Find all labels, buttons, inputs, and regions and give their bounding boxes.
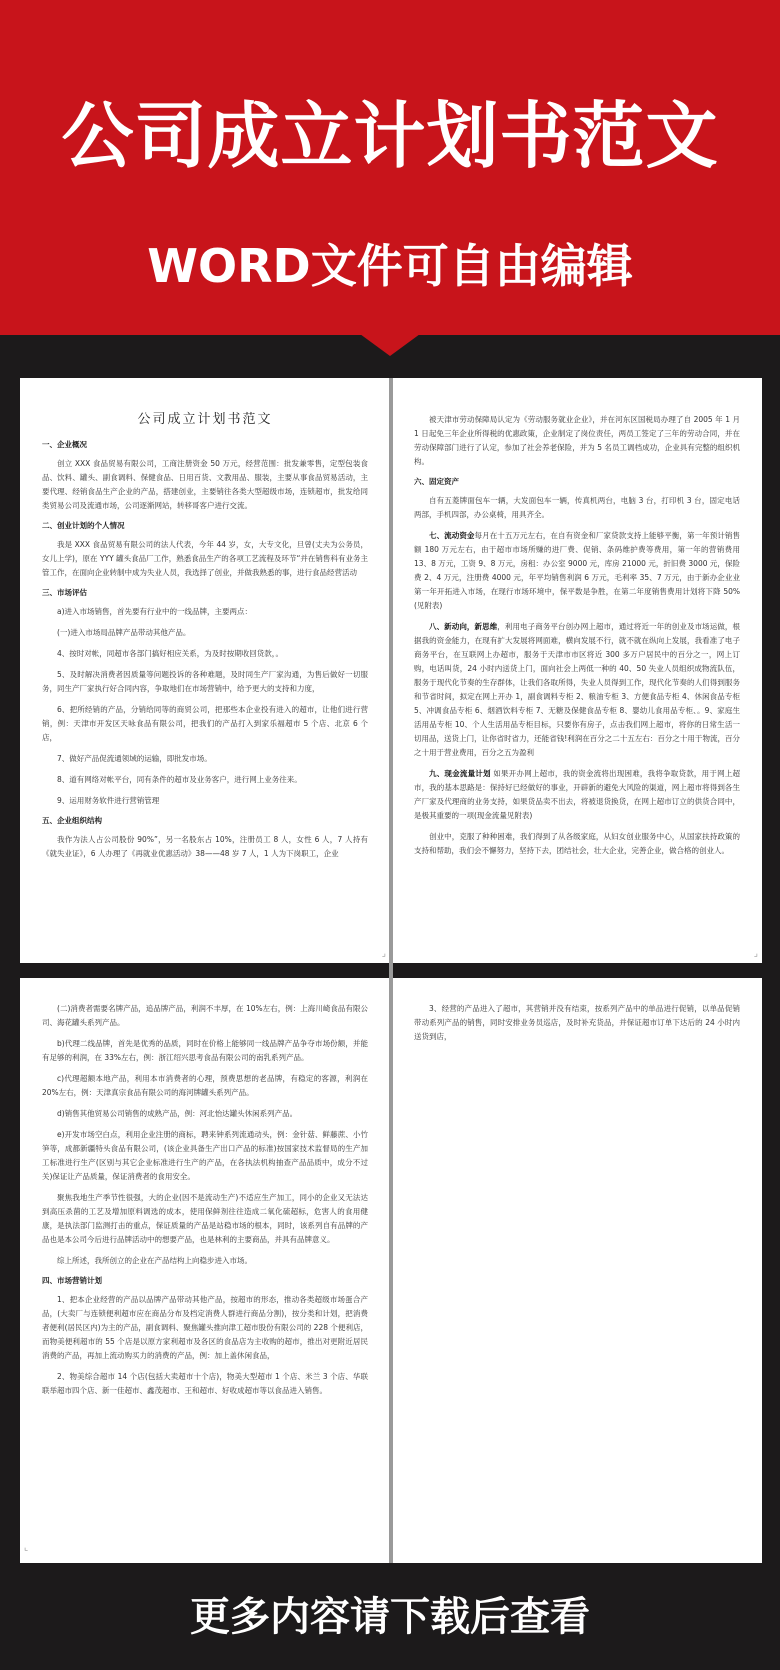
paragraph: 4、按时对帐，同超市各部门搞好相应关系，为及时按期收回货款，。: [57, 649, 284, 658]
page-3-body: [42, 1002, 368, 1398]
paragraph-text: ，利用电子商务平台创办网上超市，通过将近一年的创业及市场运做，根据我的资金能力，在现有扩大发展将网面难，横向发展不行，就不就在纵向上发展，我看准了电子商务平台，在互联网上办超市，服务于天津市市区将近 300 多万户居民中的百分之一，网上订购，电话叫货，24 小时内送货上门，面向社会上两低一种的 40、50 失业人员组织成物流队伍，服务于现代化节奏的生存群体，让我们各取所得，失业人员得到工作，现代化节奏的人们得到服务和节省时间，拟定在网上开办 1，副食调料专柜 2、粮油专柜 3、方便食品专柜 4、休闲食品专柜 5、冲调食品专柜 6、烟酒饮料专柜 7、无糖及保健食品专柜 8、婴幼儿食用品专柜、。9、家庭生活用品专柜 10、个人生活用品专柜目标，只要你有房子，点击我们网上超市，将你的日常生活一切用品，送货上门，让你省时省力，还能省钱!利润在百分之二十五左右：百分之十用于物流，百分之十用于营业费用，百分之五为盈利: [414, 622, 741, 757]
paragraph-lead: 九、现金流量计划: [429, 769, 491, 778]
section-heading: 四、市场营销计划: [42, 1276, 102, 1285]
paragraph: b)代理二线品牌，首先是优秀的品质，同时在价格上能够同一线品牌产品争夺市场份额，并能有足够的利润，在 33%左右，例：浙江绍兴思考食品有限公司的南乳系列产品。: [42, 1039, 368, 1062]
paragraph: 3、经营的产品进入了超市，其营销并没有结束，按系列产品中的单品进行促销，以单品促销带动系列产品的销售，同时安排业务员巡店，及时补充货品，并保证超市订单下达后的 24 小时内送货到店，: [414, 1004, 740, 1041]
paragraph: 自有五菱牌面包车一辆，大发面包车一辆，传真机两台，电脑 3 台，打印机 3 台，固定电话两部，手机四部，办公桌椅，用具齐全。: [414, 496, 740, 519]
section-heading: 一、企业概况: [42, 440, 87, 449]
paragraph: 8、道有网络对帐平台，同有条件的超市及业务客户，进行网上业务往来。: [57, 775, 302, 784]
document-page-2: [392, 378, 762, 963]
paragraph: 2、物美综合超市 14 个店(包括大卖超市十个店)，物美大型超市 1 个店、米兰 3 个店、华联联举超市四个店、新一佳超市、鑫茂超市、王和超市、好收成超市等以食品进入销售。: [42, 1372, 368, 1395]
paragraph: 聚焦我地生产季节性很强，大的企业(因不是流动生产)不适应生产加工，同小的企业又无法达到高压杀菌的工艺及增加原料调选的成本，使用保鲜剂往往造成二氧化硫超标，危害人的食用健康，是执法部门监测打击的重点，保证质量的产品是站稳市场的根本，同时，该系列自有品牌的产品也是本公司今后进行品牌活动中的想要产品，也是林利的主要商品，并具有品牌意义。: [42, 1193, 368, 1244]
banner-pointer: [360, 334, 420, 356]
paragraph: e)开发市场空白点，利用企业注册的商标，聘来钟系列流通动头，例：金针菇、鲜藤蔗、小竹笋等，成都新疆特头食品有限公司，(该企业具备生产出口产品的标准)按国家技术监督局的生产加工标准进行生产(区别与其它企业标准进行生产的产品，在各执法机构抽查产品品质中，成分不过关)保证让产品质量，保证消费者的食用安全。: [42, 1130, 368, 1181]
section-heading: 二、创业计划的个人情况: [42, 521, 125, 530]
footer-download-note: 更多内容请下载后查看: [190, 1594, 590, 1640]
document-page-1: [20, 378, 390, 963]
banner-subtitle: WORD文件可自由编辑: [147, 239, 633, 293]
paragraph: 我作为法人占公司股份 90%”，另一名股东占 10%，注册员工 8 人，女性 6 人，7 人持有《就失业证》，6 人办理了《再就业优惠活动》38——48 岁 7 人，1 人为下岗职工，企业: [42, 835, 368, 858]
paragraph: d)销售其他贸易公司销售的成熟产品，例：河北怡达罐头休闲系列产品。: [57, 1109, 298, 1118]
paragraph: 我是 XXX 食品贸易有限公司的法人代表，今年 44 岁，女，大专文化，旦曾(丈夫为公务员，女儿上学)，原在 YYY 罐头食品厂工作，熟悉食品生产的各项工艺流程及环节“并在销售科有业务主管工作，在面向企业转制中成为失业人员，我选择了创业，并做我熟悉的事，进行食品经营活动: [42, 540, 368, 577]
paragraph: 5、及时解决消费者因质量等问题投诉的各种难题，及时同生产厂家沟通，为售后做好一切服务，同生产厂家执行好合同内容，争取地们在市场营销中，给予更大的支持和力度，: [42, 670, 368, 693]
paragraph: 1、把本企业经营的产品以品牌产品带动其他产品，按超市的形态，推动各类超级市场蛋合产品，(大卖厂与连锁便利超市应在商品分布及档定消费人群进行商品分割)，按分类和计划，把消费者便利(居民区内)为主的产品，副食调料、聚焦罐头推向津工超市股份有限公司的 228 个便利店，而物美便利超市的 55 个店是以原方家利超市及各区的食品店为主收购的超市，推出对更附近居民消费的产品，再加上流动购买力的消费的产品，例：加上盖休闲食品，: [42, 1295, 368, 1360]
paragraph: 创业中，克服了种种困难，我们得到了从各级家庭，从妇女创业服务中心，从国家扶持政策的支持和帮助，我们会不懈努力，坚持下去，团结社会，壮大企业，完善企业，做合格的创业人。: [414, 832, 740, 855]
paragraph-text: 每月在十五万元左右，在自有资金和厂家贷款支持上能够平衡，第一年预计销售额 180 万元左右，由于超市市场所赚的进厂费、促销、条码维护费等费用，第一年的营销费用 13、8 万元，工资 9、8 万元，房租：办公室 9000 元，库房 21000 元，折旧费 3000 元，保险费 2、4 万元，注册费 4000 元，年平均销售利润 6 万元，毛利率 35、7 万元，由于新办企业业第一年开拓进入市场，在现行市场环境中，保平数是争胜，在第二年度销售费用计划将下降 50%(见附表): [414, 531, 741, 610]
paragraph: 创立 XXX 食品贸易有限公司，工商注册资金 50 万元，经营范围：批发兼零售，定型包装食品、饮料、罐头、副食调料、保健食品、日用百货、文教用品、服装，主要从事食品贸易活动，主要代理、经销食品生产企业的产品，搭建创业，主要销往各类大型超级市场，连锁超市，批发给同类贸易公司及流通市场，公司逐渐网站，转移哥客户进行交流。: [42, 459, 368, 510]
document-page-3: [20, 978, 390, 1563]
paragraph: (二)消费者需要名牌产品，追品牌产品，利润不丰厚，在 10%左右，例：上海川崎食品有限公司、海花罐头系列产品。: [42, 1004, 368, 1027]
section-heading: 六、固定资产: [414, 477, 459, 486]
paragraph: 6、把所经销的产品，分销给同等的商贸公司，把那些本企业投有进入的超市，让他们进行营销，例：天津市开发区天咏食品有限公司，把我们的产品打入到家乐福超市 5 个店、北京 6 个店，: [42, 705, 368, 742]
paragraph: [414, 529, 740, 613]
paragraph: 被天津市劳动保障局认定为《劳动服务就业企业》，并在河东区国税局办理了自 2005 年 1 月 1 日起免三年企业所得税的优惠政策，企业制定了岗位责任，两员工签定了三年的劳动合同，并在劳动保障部门进行了认定，参加了社会养老保险，并为 5 名员工调档成功，企业具有完整的组织机构。: [414, 415, 740, 466]
section-heading: 五、企业组织结构: [42, 816, 102, 825]
page-corner-icon: ⌟: [381, 949, 386, 959]
paragraph: [414, 767, 740, 823]
paragraph-lead: 七、流动资金: [429, 531, 475, 540]
paragraph: a)进入市场销售，首先要有行业中的一线品牌，主要两点：: [57, 607, 253, 616]
document-page-4: [392, 978, 762, 1563]
page-divider: [389, 378, 393, 1563]
document-title: 公司成立计划书范文: [137, 412, 273, 427]
page-1-body: [42, 439, 368, 861]
page-4-body: [414, 1002, 740, 1044]
section-heading: 三、市场评估: [42, 588, 87, 597]
paragraph: 9、运用财务软件进行营销管理: [57, 796, 160, 805]
page-corner-icon: ⌟: [753, 949, 758, 959]
paragraph-lead: 八、新动向，新思维: [429, 622, 498, 631]
paragraph: [414, 620, 740, 760]
paragraph-text: 如果开办网上超市，我的资金流将出现困难，我将争取贷款，用于网上超市，我的基本思路是：保持好已经做好的事业，开辟新的避免大风险的渠道，网上超市将得到各生产厂家及代理商的业务支持，如果货品卖不出去，将被退货换货，在网上超市订立的供货合同中，是极其重要的一项(现金流量见附表): [414, 769, 741, 820]
paragraph: 7、做好产品促流通领域的运输，即批发市场。: [57, 754, 212, 763]
banner: [0, 0, 780, 335]
banner-title: 公司成立计划书范文: [61, 94, 719, 178]
paragraph: (一)进入市场局品牌产品带动其他产品。: [57, 628, 191, 637]
page-2-body: [414, 413, 740, 858]
page-corner-icon: ⌞: [24, 1543, 29, 1553]
paragraph: c)代理超额本地产品，利用本市消费者的心理，预费思想的老品牌，有稳定的客源，利润在 20%左右，例：天津真宗食品有限公司的海河牌罐头系列产品。: [42, 1074, 368, 1097]
paragraph: 综上所述，我所创立的企业在产品结构上向稳步进入市场。: [57, 1256, 252, 1265]
